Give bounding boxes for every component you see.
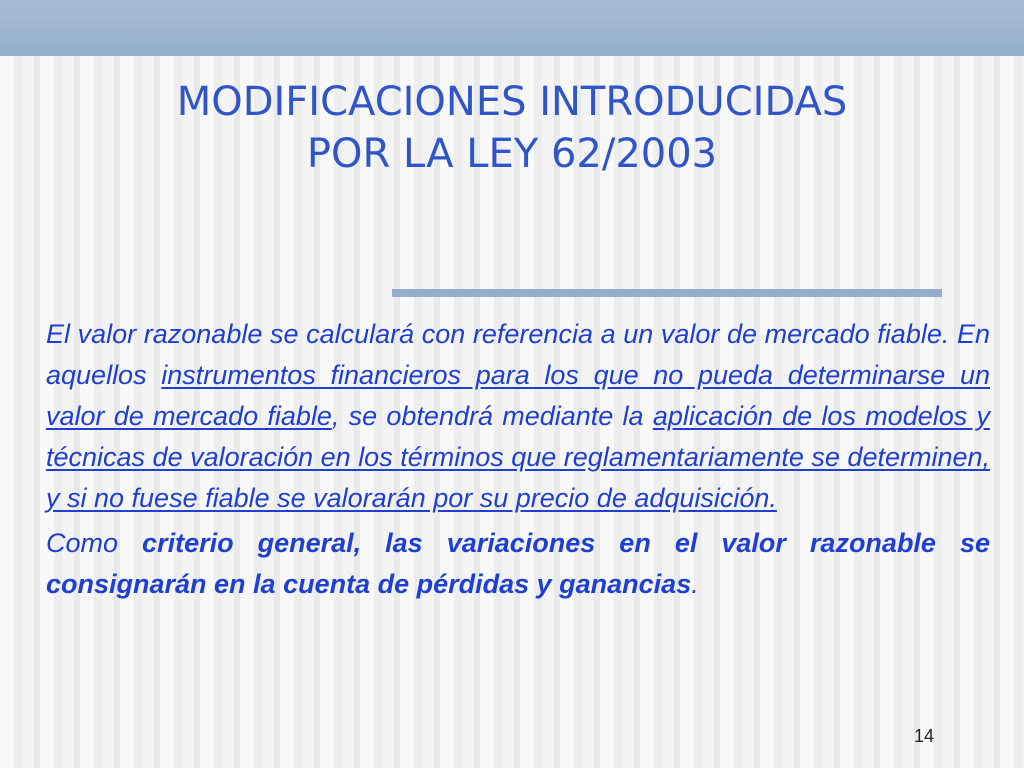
paragraph2-text-2: . (691, 569, 699, 599)
paragraph1-text-2: , se obtendrá mediante la (331, 401, 653, 431)
underlined-financial-instruments: instrumentos financieros para los que no pueda determinarse un valor de mercado fiable (46, 360, 990, 431)
paragraph-fair-value (46, 314, 990, 519)
bold-general-criterion: criterio general, las variaciones en el valor razonable se consignarán en la cuenta de pérdidas y ganancias (46, 528, 991, 599)
paragraph2-text-1: Como (46, 528, 143, 558)
title-line-2: POR LA LEY 62/2003 (306, 131, 718, 177)
slide-body (46, 314, 990, 605)
top-banner (0, 0, 1024, 56)
title-divider (392, 289, 942, 297)
slide-title (0, 76, 1024, 180)
paragraph-general-criterion (46, 523, 990, 605)
page-number: 14 (913, 726, 935, 746)
title-line-1: MODIFICACIONES INTRODUCIDAS (176, 79, 848, 125)
paragraph1-text-1: El valor razonable se calculará con referencia a un valor de mercado fiable. En aquellos (46, 319, 990, 390)
underlined-valuation-models: aplicación de los modelos y técnicas de valoración en los términos que reglamentariamente se determinen, y si no fuese fiable se valorarán por su precio de adquisición. (46, 401, 991, 513)
